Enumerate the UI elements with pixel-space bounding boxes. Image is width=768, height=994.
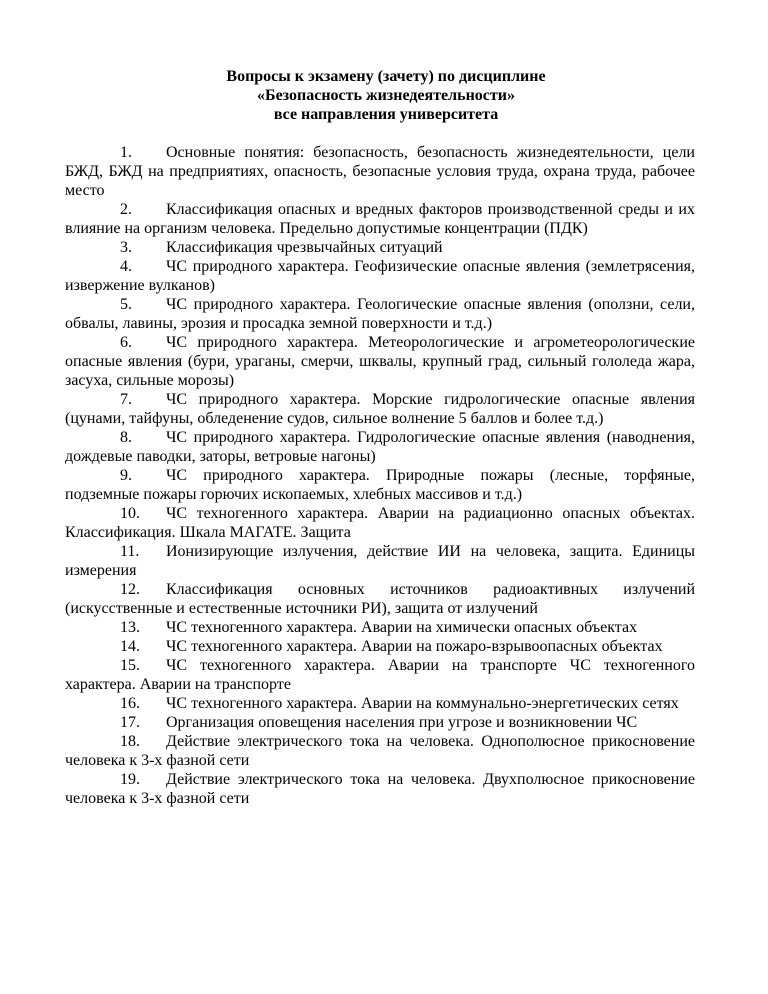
question-text: ЧС природного характера. Гидрологические опасные явления (наводнения, дождевые паводки, заторы, ветровые нагоны): [65, 429, 695, 465]
question-text: Классификация основных источников радиоактивных излучений (искусственные и естественные источники РИ), защита от излучений: [65, 581, 695, 617]
question-text: ЧС природного характера. Геофизические опасные явления (землетрясения, извержение вулканов): [65, 258, 695, 294]
question-number: 10.: [120, 505, 140, 522]
question-number: 7.: [120, 391, 132, 408]
question-item: [65, 200, 695, 238]
questions-list: [65, 143, 695, 808]
question-item: [65, 637, 695, 656]
title-line-1: Вопросы к экзамену (зачету) по дисциплине: [226, 68, 546, 85]
question-text: Действие электрического тока на человека. Однополюсное прикосновение человека к 3-х фазной сети: [65, 733, 695, 769]
question-item: [65, 143, 695, 200]
question-text: Классификация чрезвычайных ситуаций: [166, 239, 443, 256]
question-number: 4.: [120, 258, 132, 275]
question-text: ЧС техногенного характера. Аварии на коммунально-энергетических сетях: [166, 695, 679, 712]
question-number: 19.: [120, 771, 140, 788]
question-item: [65, 656, 695, 694]
question-item: [65, 732, 695, 770]
question-item: [65, 257, 695, 295]
question-number: 16.: [120, 695, 140, 712]
question-item: [65, 466, 695, 504]
question-text: ЧС природного характера. Геологические опасные явления (оползни, сели, обвалы, лавины, эрозия и просадка земной поверхности и т.д.): [65, 296, 695, 332]
question-text: ЧС техногенного характера. Аварии на транспорте ЧС техногенного характера. Аварии на транспорте: [65, 657, 695, 693]
question-item: [65, 694, 695, 713]
question-text: Классификация опасных и вредных факторов производственной среды и их влияние на организм человека. Предельно допустимые концентрации (ПДК): [65, 201, 695, 237]
question-item: [65, 618, 695, 637]
question-text: Основные понятия: безопасность, безопасность жизнедеятельности, цели БЖД, БЖД на предприятиях, опасность, безопасные условия труда, охрана труда, рабочее место: [65, 144, 695, 199]
question-text: ЧС природного характера. Метеорологические и агрометеорологические опасные явления (бури, ураганы, смерчи, шквалы, крупный град, сильный гололеда жара, засуха, сильные морозы): [65, 334, 695, 389]
question-text: Ионизирующие излучения, действие ИИ на человека, защита. Единицы измерения: [65, 543, 695, 579]
question-item: [65, 504, 695, 542]
question-item: [65, 238, 695, 257]
question-number: 9.: [120, 467, 132, 484]
question-number: 14.: [120, 638, 140, 655]
question-text: ЧС техногенного характера. Аварии на химически опасных объектах: [166, 619, 638, 636]
document-title: [65, 67, 695, 124]
question-number: 15.: [120, 657, 140, 674]
question-item: [65, 713, 695, 732]
question-text: ЧС природного характера. Морские гидрологические опасные явления (цунами, тайфуны, обледенение судов, сильное волнение 5 баллов и более т.д.): [65, 391, 695, 427]
question-item: [65, 542, 695, 580]
question-number: 18.: [120, 733, 140, 750]
question-number: 8.: [120, 429, 132, 446]
question-item: [65, 390, 695, 428]
question-text: ЧС природного характера. Природные пожары (лесные, торфяные, подземные пожары горючих ископаемых, хлебных массивов и т.д.): [65, 467, 695, 503]
question-item: [65, 770, 695, 808]
question-number: 12.: [120, 581, 140, 598]
document-page: [65, 67, 695, 808]
title-line-3: все направления университета: [273, 106, 499, 123]
question-number: 2.: [120, 201, 132, 218]
question-item: [65, 580, 695, 618]
question-item: [65, 333, 695, 390]
question-number: 13.: [120, 619, 140, 636]
question-number: 1.: [120, 144, 132, 161]
question-text: ЧС техногенного характера. Аварии на пожаро-взрывоопасных объектах: [166, 638, 663, 655]
question-number: 5.: [120, 296, 132, 313]
question-text: Организация оповещения населения при угрозе и возникновении ЧС: [166, 714, 638, 731]
question-number: 17.: [120, 714, 140, 731]
title-line-2: «Безопасность жизнедеятельности»: [257, 87, 515, 104]
question-number: 3.: [120, 239, 132, 256]
question-item: [65, 295, 695, 333]
question-text: Действие электрического тока на человека. Двухполюсное прикосновение человека к 3-х фазной сети: [65, 771, 695, 807]
question-number: 6.: [120, 334, 132, 351]
question-number: 11.: [120, 543, 140, 560]
question-item: [65, 428, 695, 466]
question-text: ЧС техногенного характера. Аварии на радиационно опасных объектах. Классификация. Шкала МАГАТЕ. Защита: [65, 505, 695, 541]
